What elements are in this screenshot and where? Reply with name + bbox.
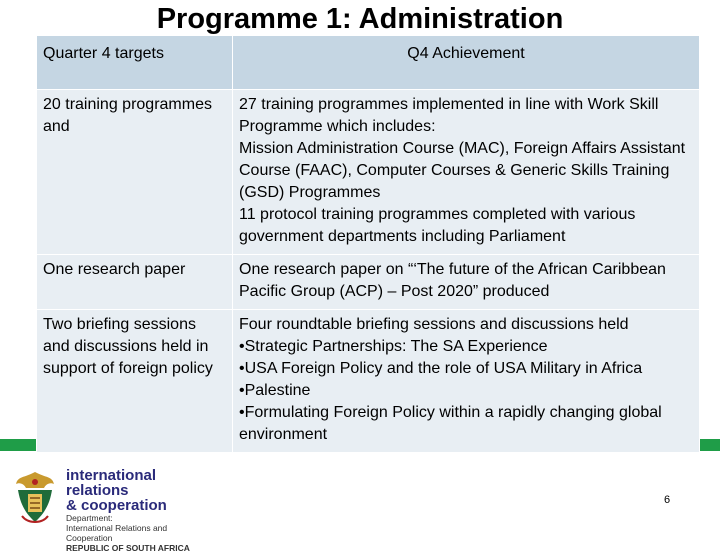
- achievement-line: Four roundtable briefing sessions and discussions held: [239, 316, 629, 333]
- table-header-row: [37, 36, 700, 90]
- slide-title: Programme 1: Administration: [156, 3, 564, 35]
- achievement-line: 11 protocol training programmes completed with various government departments including Parliament: [239, 206, 636, 245]
- department-logo: [10, 467, 210, 553]
- table-row: [37, 255, 700, 310]
- achievement-line: •Formulating Foreign Policy within a rapidly changing global environment: [239, 404, 662, 443]
- achievement-line: Mission Administration Course (MAC), Foreign Affairs Assistant Course (FAAC), Computer Courses & Generic Skills Training (GSD) Programmes: [239, 140, 686, 201]
- header-achievement: [233, 36, 700, 90]
- logo-line-4: International Relations and Cooperation: [66, 523, 168, 543]
- achievements-table: [36, 35, 700, 453]
- header-achievement-label: Q4 Achievement: [407, 45, 525, 62]
- logo-line-5: REPUBLIC OF SOUTH AFRICA: [66, 543, 190, 553]
- achievement-line: One research paper on “‘The future of the African Caribbean Pacific Group (ACP) – Post 2020” produced: [239, 261, 666, 300]
- logo-line-3: Department:: [66, 513, 113, 523]
- row-target: Two briefing sessions and discussions held in support of foreign policy: [37, 310, 233, 453]
- achievement-line: •Palestine: [239, 382, 311, 399]
- coat-of-arms-icon: [10, 468, 60, 528]
- row-target: One research paper: [37, 255, 233, 310]
- header-targets: Quarter 4 targets: [37, 36, 233, 90]
- logo-line-2: & cooperation: [66, 497, 167, 514]
- row-achievement: [233, 90, 700, 255]
- achievement-line: •Strategic Partnerships: The SA Experience: [239, 338, 548, 355]
- logo-line-1: international relations: [66, 467, 157, 499]
- row-achievement: [233, 310, 700, 453]
- table-row: [37, 90, 700, 255]
- achievement-line: •USA Foreign Policy and the role of USA Military in Africa: [239, 360, 643, 377]
- row-achievement: [233, 255, 700, 310]
- logo-text: [66, 468, 210, 553]
- table-row: [37, 310, 700, 453]
- page-number: 6: [664, 494, 671, 506]
- achievement-line: 27 training programmes implemented in line with Work Skill Programme which includes:: [239, 96, 659, 135]
- row-target: 20 training programmes and: [37, 90, 233, 255]
